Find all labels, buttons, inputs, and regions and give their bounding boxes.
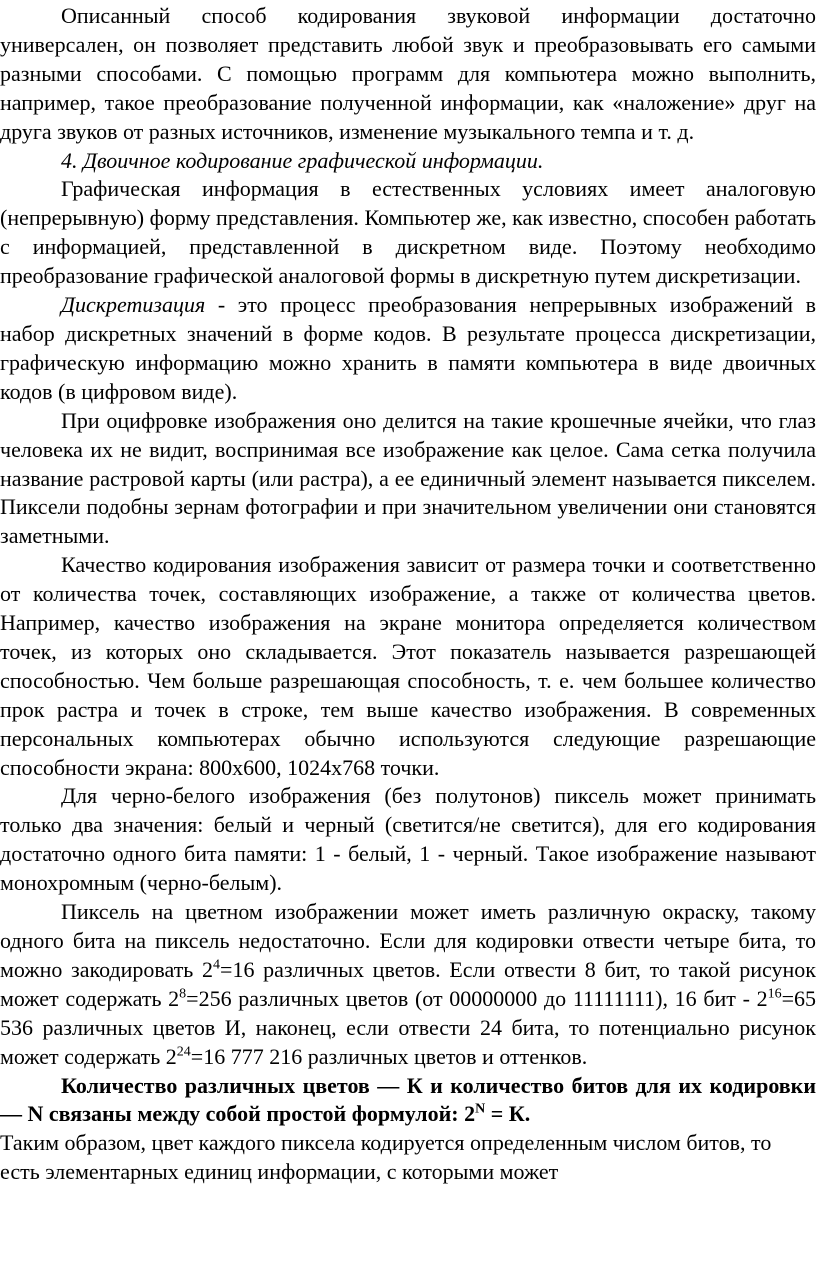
exponent-n: N xyxy=(475,1102,486,1118)
color-text-c: =256 различных цветов (от 00000000 до 11111111), 16 бит - 2 xyxy=(186,985,768,1011)
paragraph-color xyxy=(0,898,816,1071)
paragraph-conclusion: Таким образом, цвет каждого пиксела кодируется определенным числом битов, то есть элементарных единиц информации, с которыми может xyxy=(0,1130,772,1185)
paragraph-sound-encoding: Описанный способ кодирования звуковой информации достаточно универсален, он позволяет представить любой звук и преобразовывать его самыми разными способами. С помощью программ для компьютера можно выполнить, например, такое преобразование полученной информации, как «наложение» друг на друга звуков от разных источников, изменение музыкального темпа и т. д. xyxy=(0,3,816,144)
color-text-d: =65 536 различных цветов И, наконец, если отвести 24 бита, то потенциально рисунок может содержать 2 xyxy=(0,985,816,1069)
color-text-e: =16 777 216 различных цветов и оттенков. xyxy=(190,1043,588,1069)
paragraph-monochrome: Для черно-белого изображения (без полутонов) пиксель может принимать только два значения: белый и черный (светится/не светится), для его кодирования достаточно одного бита памяти: 1 - белый, 1 - черный. Такое изображение называют монохромным (черно-белым). xyxy=(0,783,816,896)
paragraph-digitization: При оцифровке изображения оно делится на такие крошечные ячейки, что глаз человека их не видит, воспринимая все изображение как целое. Сама сетка получила название растровой карты (или растра), а ее единичный элемент называется пикселем. Пиксели подобны зернам фотографии и при значительном увеличении они становятся заметными. xyxy=(0,407,816,549)
paragraph-formula xyxy=(0,1072,816,1130)
exponent-4: 4 xyxy=(213,957,221,973)
paragraph-graphic-info: Графическая информация в естественных условиях имеет аналоговую (непрерывную) форму представления. Компьютер же, как известно, способен работать с информацией, представленной в дискретном виде. Поэтому необходимо преобразование графической аналоговой формы в дискретную путем дискретизации. xyxy=(0,176,816,289)
formula-text-b: = К. xyxy=(485,1101,531,1127)
exponent-8: 8 xyxy=(179,986,187,1002)
color-text-a: Пиксель на цветном изображении может иметь различную окраску, такому одного бита на пиксель недостаточно. Если для кодировки отвести четыре бита, то можно закодировать 2 xyxy=(0,899,816,982)
section-heading: 4. Двоичное кодирование графической информации. xyxy=(61,147,544,173)
exponent-24: 24 xyxy=(176,1044,191,1060)
paragraph-discretization xyxy=(0,291,816,407)
color-text-b: =16 различных цветов. Если отвести 8 бит, то такой рисунок может содержать 2 xyxy=(0,956,816,1011)
paragraph-quality: Качество кодирования изображения зависит от размера точки и соответственно от количества точек, составляющих изображение, а также от количества цветов. Например, качество изображения на экране монитора определяется количеством точек, из которых оно складывается. Этот показатель называется разрешающей способностью. Чем больше разрешающая способность, т. е. чем большее количество прок растра и точек в строке, тем выше качество изображения. В современных персональных компьютерах обычно используются следующие разрешающие способности экрана: 800x600, 1024x768 точки. xyxy=(0,552,816,780)
exponent-16: 16 xyxy=(767,986,782,1002)
formula-text-a: Количество различных цветов — К и количество битов для их кодировки — N связаны между собой простой формулой: 2 xyxy=(0,1072,816,1127)
discretization-definition: - это процесс преобразования непрерывных изображений в набор дискретных значений в форме кодов. В результате процесса дискретизации, графическую информацию можно хранить в памяти компьютера в виде двоичных кодов (в цифровом виде). xyxy=(0,292,816,404)
term-discretization: Дискретизация xyxy=(61,292,206,318)
